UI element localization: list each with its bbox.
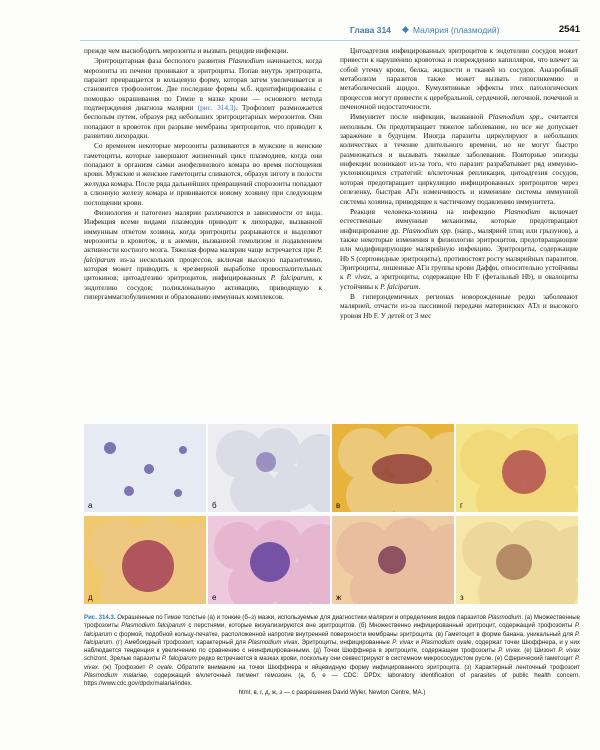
panel-label: а <box>88 501 93 510</box>
right-column <box>340 46 578 320</box>
micrograph-panel <box>456 516 578 604</box>
panel-label: з <box>460 593 464 602</box>
micrograph-panel <box>84 424 206 512</box>
parasite-dot <box>144 464 154 474</box>
figure-label: Рис. 314.3. <box>84 614 116 621</box>
micrograph-panel <box>332 424 454 512</box>
parasite-body <box>250 542 290 582</box>
red-blood-cell <box>216 430 264 478</box>
panel-label: ж <box>336 593 342 602</box>
figure-credit: html; в, г, д, ж, з — с разрешения David Wyler, Newton Centre, MA.) <box>238 688 426 696</box>
micrograph-panel <box>332 516 454 604</box>
parasite-dot <box>104 442 116 454</box>
parasite-dot <box>179 446 187 454</box>
parasite-dot <box>124 486 134 496</box>
parasite-body <box>496 544 532 580</box>
panel-label: г <box>460 501 463 510</box>
paragraph: Реакция человека-хозяина на инфекцию Plasmodium включает естественные иммунные механизмы, которые предотвращают инфицирование др. Plasmodium spp. (напр., малярией птиц или грызунов), а также некоторые изменения в физиологии эритроцитов, предотвращающие или модифицирующие малярийную инфекцию. Эритроциты, содержащие Hb S (серповидные эритроциты), противостоят росту малярийных паразитов. Эритроциты, лишенные АГн группы крови Даффи, относительно устойчивы к P. vivax, а эритроциты, содержащие Hb F (фетальный Hb), и овалоциты устойчивы к P. falciparum. <box>340 206 579 291</box>
paragraph: Иммунитет после инфекции, вызванной Plasmodium spp., считается неполным. Он предотвращает тяжелое заболевание, но все же допускает заражение в будущем. Иногда паразиты циркулируют в небольших количествах в течение длительного времени, но не могут быстро размножаться и вызывать тяжелые заболевания. Повторные эпизоды инфекции возникают из-за того, что паразит разрабатывает ряд иммунно-уклоняющихся стратегий: в/клеточная репликация, цитоадгезия сосудов, которая предотвращает циркуляцию инфицированных эритроцитов через селезенку, быстрая АГн изменчивость и изменение системы иммунной системы хозяина, приводящее к частичному подавлению иммунитета. <box>340 112 578 206</box>
header-rule <box>80 40 580 41</box>
paragraph: Со временем некоторые мерозоиты развиваются в мужские и женские гаметоциты, которые завершают жизненный цикл плазмодиев, когда они попадают в организм самки анофелинового комара во время поглощения крови. Мужские и женские гаметоциты сливаются, образуя зиготу в полости желудка комара. После ряда дальнейших превращений спорозоиты попадают в слюнную железу комара и прививаются новому хозяину при следующем поглощении крови. <box>84 141 322 207</box>
micrograph-panel <box>208 424 330 512</box>
paragraph: прежде чем высвободить мерозоиты и вызвать рецидив инфекции. <box>84 46 289 55</box>
left-column <box>84 46 322 301</box>
parasite-body <box>502 450 546 494</box>
figure-caption: Рис. 314.3. Окрашенные по Гимзе толстые (а) и тонкие (б–з) мазки, используемые для диагностики малярии и определения видов паразитов Plasmodium. (а) Множественные трофозоиты Plasmodium falciparum с перстнями, которые визуализируются вне эритроцитов. (б) Множественно инфицированный эритроцит, содержащий трофозоиты P. falciparum с формой, подобной кольцу-печатке, расположенной напротив внутренней поверхности мембраны эритроцита. (в) Гаметоцит в форме банана, уникальный для P. falciparum. (г) Амебоидный трофозоит, характерный для Plasmodium vivax. Эритроциты, инфицированные P. vivax и Plasmodium ovale, содержат точки Шюффнера, и у них наблюдается тенденция к увеличению по сравнению с неинфицированными. (д) Точки Шюффнера в эритроците, содержащем трофозоиты P. vivax. (е) Шизонт P. vivax schizont. Зрелые паразиты P. falciparum редко встречаются в мазках крови, поскольку они секвестрируют в системном микрососудистом русле. (е) Сферический гаметоцит P. vivax. (ж) Трофозоит P. ovale. Обратите внимание на точки Шюффнера и яйцевидную форму инфицированного эритроцита. (з) Характерный ленточный трофозоит Plasmodium malariae, содержащий в/клеточный пигмент гемозоин. (а, б, е — CDC: DPDx: laboratory identification of parasites of public health concern. https://www.cdc.gov/dpdx/malaria/index. html; в, г, д, ж, з — с разрешения David Wyler, Newton Centre, MA.) <box>84 614 581 696</box>
panel-label: е <box>212 593 217 602</box>
micrograph-gallery <box>84 424 580 606</box>
panel-label: в <box>336 501 341 510</box>
panel-label: б <box>212 501 217 510</box>
chapter-number: Глава 314 <box>350 25 391 35</box>
parasite-body <box>372 454 432 484</box>
paragraph: Цитоадгезия инфицированных эритроцитов к эндотелию сосудов может привести к нарушению кровотока и повреждению капилляров, что влечет за собой утечку крови, белка, жидкости и тканей из сосудов. Анаэробный метаболизм паразитов также может вызвать гипогликемию и метаболический ацидоз. Кумулятивные эффекты этих патологических процессов могут привести к церебральной, сердечной, легочной, почечной и печеночной недостаточности. <box>340 46 578 112</box>
paragraph: Физиология и патогенез малярии различаются в зависимости от вида. Инфекция всеми видами плазмодия приводит к лихорадке, вызванной иммунным ответом хозяина, когда эритроциты разрываются и выделяют мерозоиты в кровоток, и к анемии, вызванной гемолизом и подавлением активности костного мозга. Тяжелая форма малярии чаще встречается при P. falciparum из-за нескольких процессов, включая высокую паразитемию, которая может приводить к чрезмерной выработке провоспалительных цитокинов; цитоадгезию эритроцитов, инфицированных P. falciparum, к эндотелию сосудов; поликлональную активацию, приводящую к гипергаммаглобулинемии и образованию иммунных комплексов. <box>84 207 322 301</box>
parasite-body <box>122 540 174 592</box>
micrograph-panel <box>456 424 578 512</box>
figure-reference-link[interactable]: (рис. 314.3) <box>197 103 236 113</box>
running-header <box>350 24 580 38</box>
micrograph-panel <box>208 516 330 604</box>
paragraph: В гиперэндемичных регионах новорожденные редко заболевают малярией, отчасти из-за пассивной передачи материнских АТл и высокого уровня Hb F. У детей от 3 мес <box>340 291 578 320</box>
micrograph-panel <box>84 516 206 604</box>
parasite-body <box>256 452 276 472</box>
parasite-body <box>378 546 406 574</box>
panel-label: д <box>88 593 93 602</box>
paragraph: Эритроцитарная фаза бесполого развития Plasmodium начинается, когда мерозоиты из печени проникают в эритроциты. Попав внутрь эритроцита, паразит превращается в кольцевую форму, которая затем увеличивается и становится трофозоитом. Две последние формы м.б. идентифицированы с помощью окрашивания по Гимзе в мазке крови — основного метода подтверждения диагноза малярии (рис. 314.3). Трофозоит размножается бесполым путем, образуя ряд небольших эритроцитарных мерозоитов. Они попадают в кровоток при разрыве мембраны эритроцитов, что приводит к развитию лихорадки. <box>84 56 323 141</box>
parasite-dot <box>174 489 182 497</box>
chapter-title: Малярия (плазмодий) <box>413 25 500 35</box>
page-number: 2541 <box>558 24 580 35</box>
diamond-separator-icon: ◆ <box>402 24 409 34</box>
